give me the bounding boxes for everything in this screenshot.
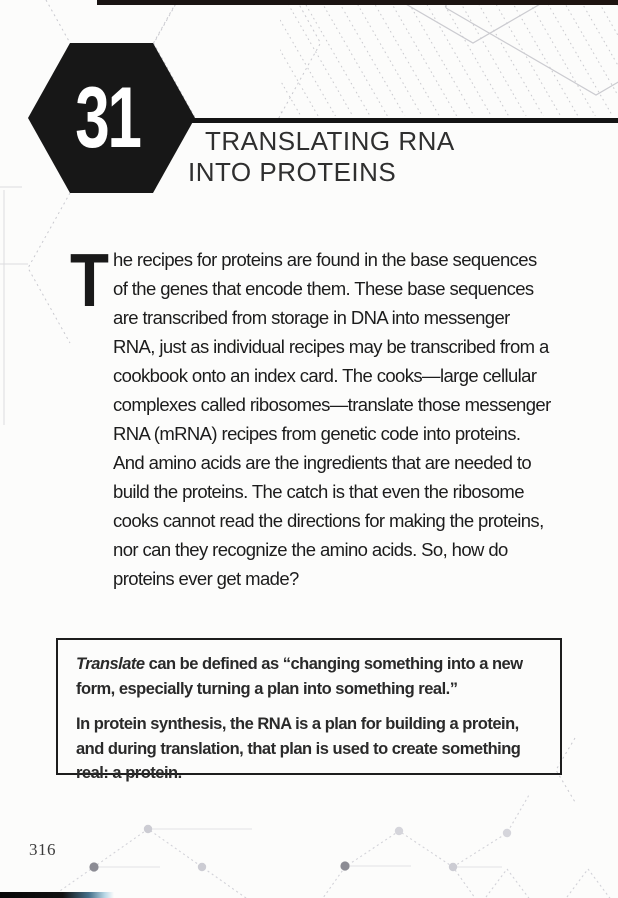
page-number: 316 [29, 840, 56, 859]
chapter-number: 31 [75, 69, 140, 166]
chapter-title-rule [190, 118, 618, 123]
definition-paragraph [76, 652, 542, 701]
dropcap-letter: T [70, 238, 109, 322]
application-paragraph: In protein synthesis, the RNA is a plan for building a protein, and during translation, that plan is used to create something real: a protein. [76, 715, 521, 782]
chapter-number-hexagon [28, 43, 195, 193]
chapter-title [188, 126, 455, 188]
bottom-edge-bar [0, 892, 114, 898]
definition-term-italic: Translate [76, 655, 145, 673]
pattern-node-dots [89, 825, 511, 872]
top-edge-bar [97, 0, 618, 5]
intro-paragraph: he recipes for proteins are found in the base sequences of the genes that encode them. These base sequences are transcribed from storage in DNA into messenger RNA, just as individual recipes may be transcribed from a cookbook onto an index card. The cooks—large cellular complexes called ribosomes—translate those messenger RNA (mRNA) recipes from genetic code into proteins. And amino acids are the ingredients that are needed to build the proteins. The catch is that even the ribosome cooks cannot read the directions for making the proteins, nor can they recognize the amino acids. So, how do proteins ever get made? [113, 249, 551, 589]
chapter-title-line2: INTO PROTEINS [188, 157, 397, 187]
definition-box [56, 638, 562, 782]
hatch-field [280, 3, 618, 116]
chapter-title-line1: TRANSLATING RNA [205, 126, 455, 156]
definition-text: can be defined as “changing something into a new form, especially turning a plan into something real.” [76, 655, 523, 698]
